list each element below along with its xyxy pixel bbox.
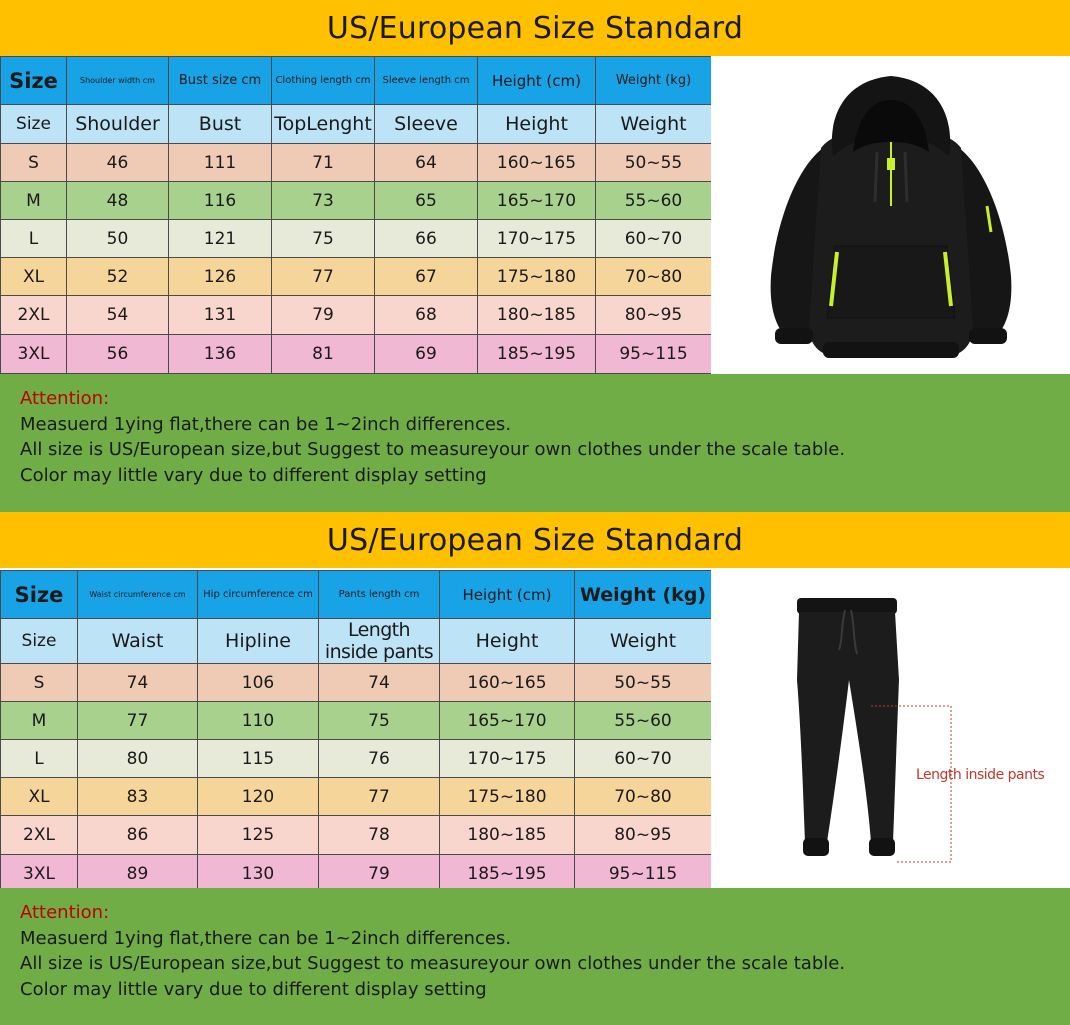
table-cell: 70~80 [596, 258, 712, 296]
table-cell: 175~180 [440, 778, 575, 816]
table-cell: 71 [272, 144, 375, 182]
subheader-height: Height [440, 619, 575, 664]
table-row [1, 664, 712, 702]
table-cell: 64 [375, 144, 478, 182]
table-cell: 48 [67, 182, 169, 220]
table-cell: 77 [78, 702, 198, 740]
note-line: All size is US/European size,but Suggest to measureyour own clothes under the scale table. [20, 439, 846, 460]
table-cell: 77 [319, 778, 440, 816]
table-cell: S [1, 144, 67, 182]
table-cell: L [1, 220, 67, 258]
table-cell: 81 [272, 335, 375, 374]
subheader-bust: Bust [169, 105, 272, 144]
length-inside-pants-label: Length inside pants [916, 767, 1045, 783]
table-cell: 111 [169, 144, 272, 182]
table-cell: 78 [319, 816, 440, 855]
table-cell: 80 [78, 740, 198, 778]
table-cell: 79 [272, 296, 375, 335]
table-cell: 83 [78, 778, 198, 816]
hoodie-image [711, 56, 1070, 374]
table-cell: 120 [198, 778, 319, 816]
table-cell: 165~170 [478, 182, 596, 220]
note-line: Color may little vary due to different display setting [20, 464, 487, 486]
table-cell: 136 [169, 335, 272, 374]
header-size: Size [1, 57, 67, 105]
table-cell: 52 [67, 258, 169, 296]
black-half-zip-hoodie-icon [711, 56, 1070, 374]
table-cell: XL [1, 778, 78, 816]
table-cell: 175~180 [478, 258, 596, 296]
table-cell: 46 [67, 144, 169, 182]
table-cell: 50~55 [575, 664, 712, 702]
table-cell: 165~170 [440, 702, 575, 740]
table-cell: S [1, 664, 78, 702]
table-cell: 70~80 [575, 778, 712, 816]
black-jogger-pants-icon [711, 570, 1070, 888]
table-cell: 67 [375, 258, 478, 296]
top-size-table [0, 56, 712, 374]
table-cell: 73 [272, 182, 375, 220]
subheader-length-inside-pants: Length inside pants [319, 619, 440, 664]
header-bust-size: Bust size cm [169, 57, 272, 105]
table-cell: 115 [198, 740, 319, 778]
bottom-attention-notes [0, 888, 1070, 1025]
table-cell: 68 [375, 296, 478, 335]
header-sleeve-length: Sleeve length cm [375, 57, 478, 105]
table-cell: 180~185 [440, 816, 575, 855]
table-row [1, 144, 712, 182]
table-row [1, 258, 712, 296]
table-cell: 74 [78, 664, 198, 702]
table-cell: 185~195 [478, 335, 596, 374]
table-cell: 3XL [1, 855, 78, 894]
subheader-size: Size [1, 619, 78, 664]
table-cell: 116 [169, 182, 272, 220]
subheader-weight: Weight [575, 619, 712, 664]
subheader-shoulder: Shoulder [67, 105, 169, 144]
subheader-waist: Waist [78, 619, 198, 664]
table-cell: 106 [198, 664, 319, 702]
table-cell: 54 [67, 296, 169, 335]
table-cell: 121 [169, 220, 272, 258]
table-cell: 77 [272, 258, 375, 296]
attention-label: Attention: [20, 388, 110, 409]
subheader-size: Size [1, 105, 67, 144]
subheader-hipline: Hipline [198, 619, 319, 664]
table-cell: 50 [67, 220, 169, 258]
header-pants-length: Pants length cm [319, 571, 440, 619]
table-cell: 50~55 [596, 144, 712, 182]
subheader-height: Height [478, 105, 596, 144]
top-attention-notes [0, 374, 1070, 512]
table-cell: 89 [78, 855, 198, 894]
header-waist-circumference: Waist circumference cm [78, 571, 198, 619]
note-line: Measuerd 1ying flat,there can be 1~2inch differences. [20, 927, 512, 949]
table-cell: 80~95 [575, 816, 712, 855]
table-cell: 66 [375, 220, 478, 258]
table-row [1, 182, 712, 220]
table-cell: M [1, 182, 67, 220]
table-cell: 170~175 [440, 740, 575, 778]
header-weight: Weight (kg) [596, 57, 712, 105]
table-cell: L [1, 740, 78, 778]
header-size: Size [1, 571, 78, 619]
table-row [1, 740, 712, 778]
table-cell: 125 [198, 816, 319, 855]
table-cell: 160~165 [440, 664, 575, 702]
table-row [1, 816, 712, 855]
subheader-top-length: TopLenght [272, 105, 375, 144]
subheader-sleeve: Sleeve [375, 105, 478, 144]
table-cell: 126 [169, 258, 272, 296]
pants-image [711, 570, 1070, 888]
table-cell: 55~60 [596, 182, 712, 220]
table-cell: 80~95 [596, 296, 712, 335]
bottom-header-row [1, 571, 712, 619]
header-height: Height (cm) [478, 57, 596, 105]
table-cell: 56 [67, 335, 169, 374]
top-header-row [1, 57, 712, 105]
table-cell: 60~70 [596, 220, 712, 258]
table-cell: XL [1, 258, 67, 296]
top-banner-title: US/European Size Standard [0, 0, 1070, 56]
bottom-size-table [0, 570, 712, 894]
table-cell: 131 [169, 296, 272, 335]
table-row [1, 778, 712, 816]
table-cell: 79 [319, 855, 440, 894]
header-clothing-length: Clothing length cm [272, 57, 375, 105]
table-cell: 110 [198, 702, 319, 740]
table-cell: 3XL [1, 335, 67, 374]
subheader-weight: Weight [596, 105, 712, 144]
table-cell: 95~115 [596, 335, 712, 374]
table-cell: 65 [375, 182, 478, 220]
table-cell: 76 [319, 740, 440, 778]
table-row [1, 296, 712, 335]
table-cell: 130 [198, 855, 319, 894]
header-shoulder-width: Shoulder width cm [67, 57, 169, 105]
table-cell: 170~175 [478, 220, 596, 258]
note-line: Measuerd 1ying flat,there can be 1~2inch differences. [20, 413, 512, 435]
bottom-banner-title: US/European Size Standard [0, 512, 1070, 568]
header-hip-circumference: Hip circumference cm [198, 571, 319, 619]
table-cell: 160~165 [478, 144, 596, 182]
table-cell: 185~195 [440, 855, 575, 894]
table-cell: 95~115 [575, 855, 712, 894]
table-cell: 69 [375, 335, 478, 374]
attention-label: Attention: [20, 902, 110, 923]
table-row [1, 335, 712, 374]
table-cell: 74 [319, 664, 440, 702]
top-subheader-row [1, 105, 712, 144]
table-row [1, 220, 712, 258]
note-line: Color may little vary due to different display setting [20, 978, 487, 1000]
table-cell: M [1, 702, 78, 740]
table-row [1, 702, 712, 740]
bottom-subheader-row [1, 619, 712, 664]
table-cell: 75 [319, 702, 440, 740]
note-line: All size is US/European size,but Suggest to measureyour own clothes under the scale table. [20, 953, 846, 974]
table-cell: 86 [78, 816, 198, 855]
table-cell: 2XL [1, 296, 67, 335]
table-cell: 60~70 [575, 740, 712, 778]
header-height: Height (cm) [440, 571, 575, 619]
header-weight: Weight (kg) [575, 571, 712, 619]
table-cell: 55~60 [575, 702, 712, 740]
table-cell: 75 [272, 220, 375, 258]
table-cell: 2XL [1, 816, 78, 855]
table-cell: 180~185 [478, 296, 596, 335]
